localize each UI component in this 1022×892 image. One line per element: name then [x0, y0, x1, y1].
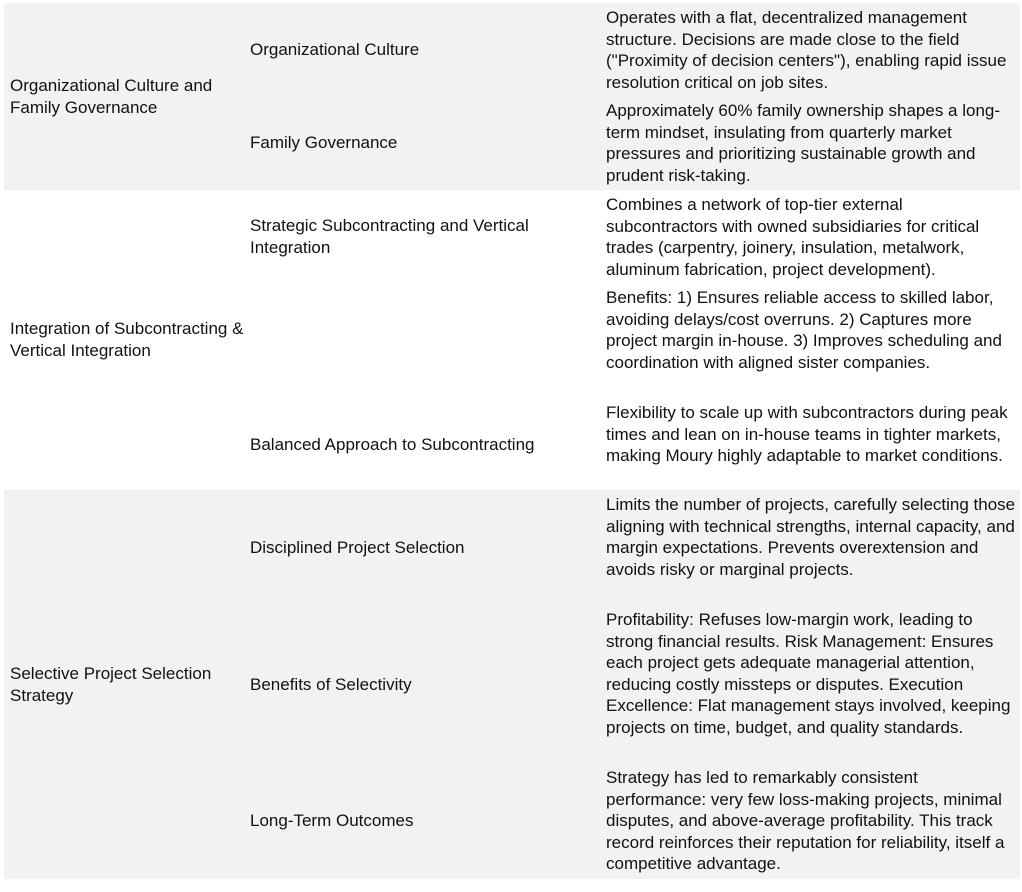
subtopic-cell — [250, 7, 600, 93]
category-cell — [10, 3, 246, 190]
description-text: Operates with a flat, decentralized management structure. Decisions are made close to the field ("Proximity of decision centers"), enabling rapid issue resolution critical on job sites. — [606, 8, 1007, 92]
description-cell — [606, 402, 1018, 488]
description-cell — [606, 494, 1018, 602]
description-cell — [606, 7, 1018, 93]
description-text: Limits the number of projects, carefully selecting those aligning with technical strengths, internal capacity, and margin expectations. Prevents overextension and avoids risky or marginal projects. — [606, 495, 1016, 579]
subtopic-label: Organizational Culture — [250, 40, 420, 60]
category-label: Selective Project Selection Strategy — [10, 663, 212, 705]
category-cell — [10, 490, 246, 879]
subtopic-cell — [250, 609, 600, 760]
strategy-table — [4, 3, 1020, 879]
description-text: Profitability: Refuses low-margin work, leading to strong financial results. Risk Management: Ensures each project gets adequate managerial attention, reducing costly missteps or disputes. Execution Excellence: Flat management stays involved, keeping projects on time, budget, and quality standards. — [606, 610, 1011, 737]
subtopic-cell — [250, 194, 600, 280]
subtopic-label: Disciplined Project Selection — [250, 538, 465, 558]
subtopic-label: Family Governance — [250, 133, 398, 153]
table-row-group — [4, 190, 1020, 490]
description-cell — [606, 194, 1018, 280]
subtopic-cell — [250, 494, 600, 602]
description-cell — [606, 287, 1018, 395]
subtopic-label: Strategic Subcontracting and Vertical Integration — [250, 216, 529, 257]
description-cell — [606, 767, 1018, 875]
category-label: Organizational Culture and Family Governance — [10, 75, 213, 117]
description-cell — [606, 100, 1018, 186]
subtopic-cell — [250, 767, 600, 875]
subtopic-label: Long-Term Outcomes — [250, 811, 414, 831]
description-text: Approximately 60% family ownership shapes a long-term mindset, insulating from quarterly market pressures and prioritizing sustainable growth and prudent risk-taking. — [606, 101, 1001, 185]
subtopic-cell — [250, 100, 600, 186]
table-row-group — [4, 3, 1020, 190]
description-text: Flexibility to scale up with subcontractors during peak times and lean on in-house teams in tighter markets, making Moury highly adaptable to market conditions. — [606, 403, 1008, 466]
category-label: Integration of Subcontracting & Vertical Integration — [10, 319, 244, 360]
description-text: Benefits: 1) Ensures reliable access to skilled labor, avoiding delays/cost overruns. 2) Captures more project margin in-house. 3) Improves scheduling and coordination with aligned sister companies. — [606, 288, 1002, 372]
category-cell — [10, 190, 246, 490]
table-row-group — [4, 490, 1020, 879]
description-text: Strategy has led to remarkably consistent performance: very few loss-making projects, minimal disputes, and above-average profitability. This track record reinforces their reputation for reliability, itself a competitive advantage. — [606, 768, 1005, 874]
subtopic-label: Benefits of Selectivity — [250, 674, 412, 694]
description-cell — [606, 609, 1018, 760]
subtopic-cell — [250, 287, 600, 395]
description-text: Combines a network of top-tier external subcontractors with owned subsidiaries for critical trades (carpentry, joinery, insulation, metalwork, aluminum fabrication, project development). — [606, 195, 980, 279]
subtopic-label: Balanced Approach to Subcontracting — [250, 435, 535, 455]
subtopic-cell — [250, 402, 600, 488]
